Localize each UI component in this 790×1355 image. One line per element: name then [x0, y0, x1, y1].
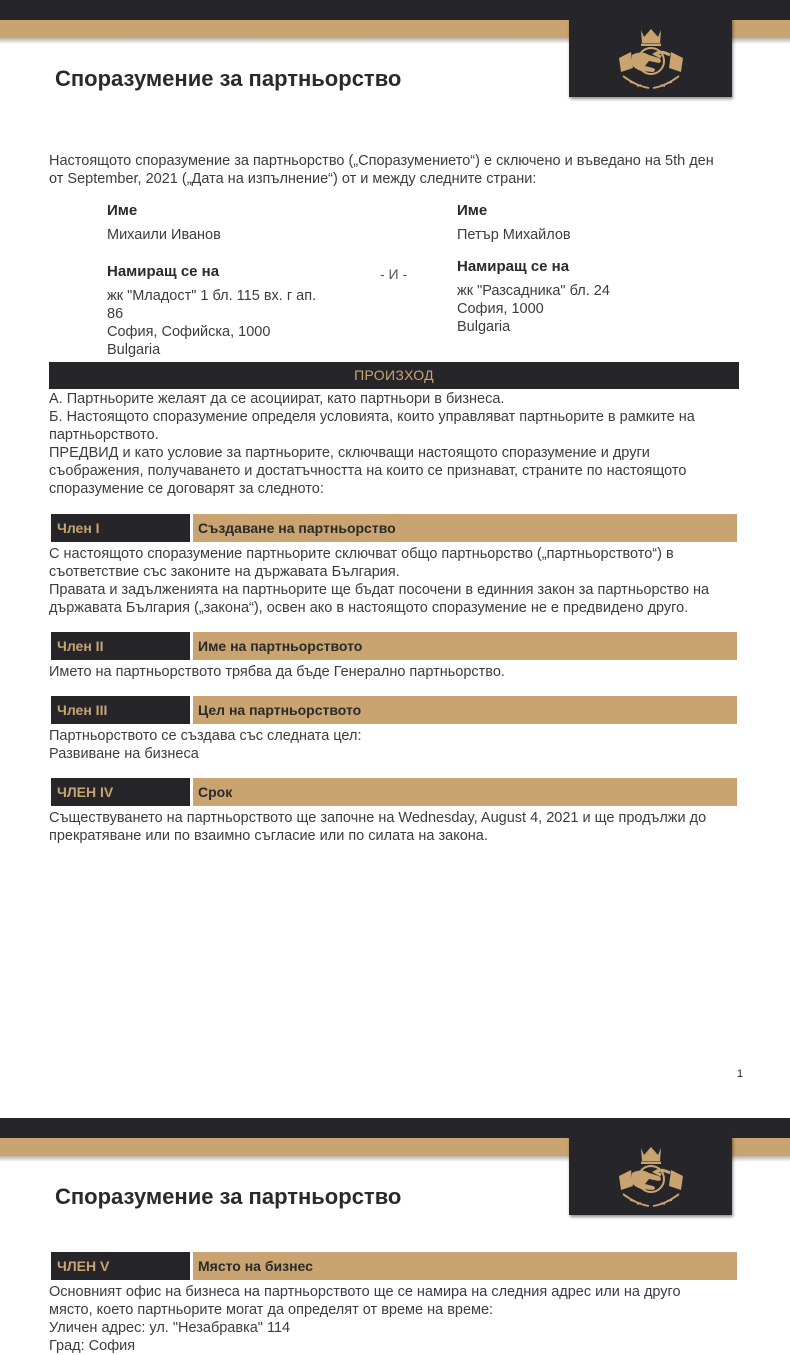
- intro-paragraph: [49, 152, 749, 188]
- article-line: място, което партньорите могат да определят от време на време:: [49, 1302, 494, 1318]
- recitals-text: [49, 390, 749, 498]
- article-line: прекратяване или по взаимно съгласие или по силата на закона.: [49, 828, 488, 844]
- article-line: Основният офис на бизнеса на партньорството ще се намира на следния адрес или на друго: [49, 1284, 681, 1300]
- address-line: София, Софийска, 1000: [107, 324, 271, 340]
- article-line: Правата и задълженията на партньорите ще бъдат посочени в единния закон за партньорство на: [49, 582, 710, 598]
- handshake-crown-logo-icon: [601, 28, 701, 90]
- party-separator: - И -: [380, 266, 408, 282]
- recitals-heading: ПРОИЗХОД: [49, 362, 739, 389]
- article-3-body: [49, 727, 749, 763]
- article-number: ЧЛЕН IV: [51, 778, 190, 806]
- article-title: Име на партньорството: [193, 632, 737, 660]
- recital-line: съображения, получаването и достатъчността на които се признават, страните по настоящото: [49, 463, 687, 479]
- party1-name-label: Име: [107, 202, 138, 219]
- article-3-header: [49, 696, 739, 724]
- article-title: Срок: [193, 778, 737, 806]
- header-band-dark: [0, 1118, 790, 1138]
- handshake-crown-logo-icon: [601, 1146, 701, 1208]
- party2-address-label: Намиращ се на: [457, 258, 570, 275]
- article-line: Развиване на бизнеса: [49, 746, 199, 762]
- recital-line: А. Партньорите желаят да се асоциират, като партньори в бизнеса.: [49, 391, 505, 407]
- party1-address-label: Намиращ се на: [107, 263, 220, 280]
- article-4-header: [49, 778, 739, 806]
- article-line: Град: София: [49, 1338, 136, 1354]
- article-4-body: [49, 809, 749, 845]
- address-line: Bulgaria: [457, 319, 511, 335]
- page-title: Споразумение за партньорство: [55, 66, 402, 91]
- article-number: Член I: [51, 514, 190, 542]
- article-line: съответствие със законите на държавата България.: [49, 564, 400, 580]
- page-number: 1: [737, 1068, 744, 1080]
- address-line: 86: [107, 306, 124, 322]
- party1-name: Михаили Иванов: [107, 227, 221, 243]
- address-line: Bulgaria: [107, 342, 161, 358]
- company-logo: [569, 1136, 732, 1215]
- article-line: държавата България („закона“), освен ако в настоящото споразумение не е предвидено друго.: [49, 600, 689, 616]
- article-title: Цел на партньорството: [193, 696, 737, 724]
- article-5-header: [49, 1252, 739, 1280]
- recital-line: Б. Настоящото споразумение определя условията, които управляват партньорите в рамките на: [49, 409, 695, 425]
- party2-name-label: Име: [457, 202, 488, 219]
- article-1-body: [49, 545, 749, 617]
- page-title: Споразумение за партньорство: [55, 1184, 402, 1209]
- crown-icon: [641, 29, 661, 46]
- party1-address: [107, 286, 347, 358]
- address-line: жк "Младост" 1 бл. 115 вх. г ап.: [107, 288, 317, 304]
- address-line: жк "Разсадника" бл. 24: [457, 283, 610, 299]
- article-number: ЧЛЕН V: [51, 1252, 190, 1280]
- article-number: Член III: [51, 696, 190, 724]
- laurel-icon: [623, 76, 679, 88]
- handshake-icon: [619, 48, 683, 74]
- recital-line: ПРЕДВИД и като условие за партньорите, сключващи настоящото споразумение и други: [49, 445, 650, 461]
- article-line: Партньорството се създава със следната цел:: [49, 728, 362, 744]
- recital-line: споразумение се договарят за следното:: [49, 481, 324, 497]
- article-title: Място на бизнес: [193, 1252, 737, 1280]
- address-line: София, 1000: [457, 301, 544, 317]
- party2-name: Петър Михайлов: [457, 227, 571, 243]
- recital-line: партньорството.: [49, 427, 159, 443]
- article-line: Уличен адрес: ул. "Незабравка" 114: [49, 1320, 291, 1336]
- article-title: Създаване на партньорство: [193, 514, 737, 542]
- intro-line: Настоящото споразумение за партньорство („Споразумението“) е сключено и въведано на 5th ден: [49, 153, 714, 169]
- handshake-icon: [619, 1166, 683, 1192]
- header-band-dark: [0, 0, 790, 20]
- article-line: Съществуването на партньорството ще започне на Wednesday, August 4, 2021 и ще продължи до: [49, 810, 707, 826]
- party2-address: [457, 282, 610, 336]
- company-logo: [569, 18, 732, 97]
- intro-line: от September, 2021 („Дата на изпълнение“) от и между следните страни:: [49, 171, 537, 187]
- article-line: Името на партньорството трябва да бъде Генерално партньорство.: [49, 664, 505, 680]
- crown-icon: [641, 1147, 661, 1164]
- article-number: Член II: [51, 632, 190, 660]
- article-1-header: [49, 514, 739, 542]
- article-5-body: [49, 1283, 749, 1355]
- laurel-icon: [623, 1194, 679, 1206]
- article-2-body: [49, 663, 749, 681]
- article-2-header: [49, 632, 739, 660]
- article-line: С настоящото споразумение партньорите сключват общо партньорство („партньорството“) в: [49, 546, 674, 562]
